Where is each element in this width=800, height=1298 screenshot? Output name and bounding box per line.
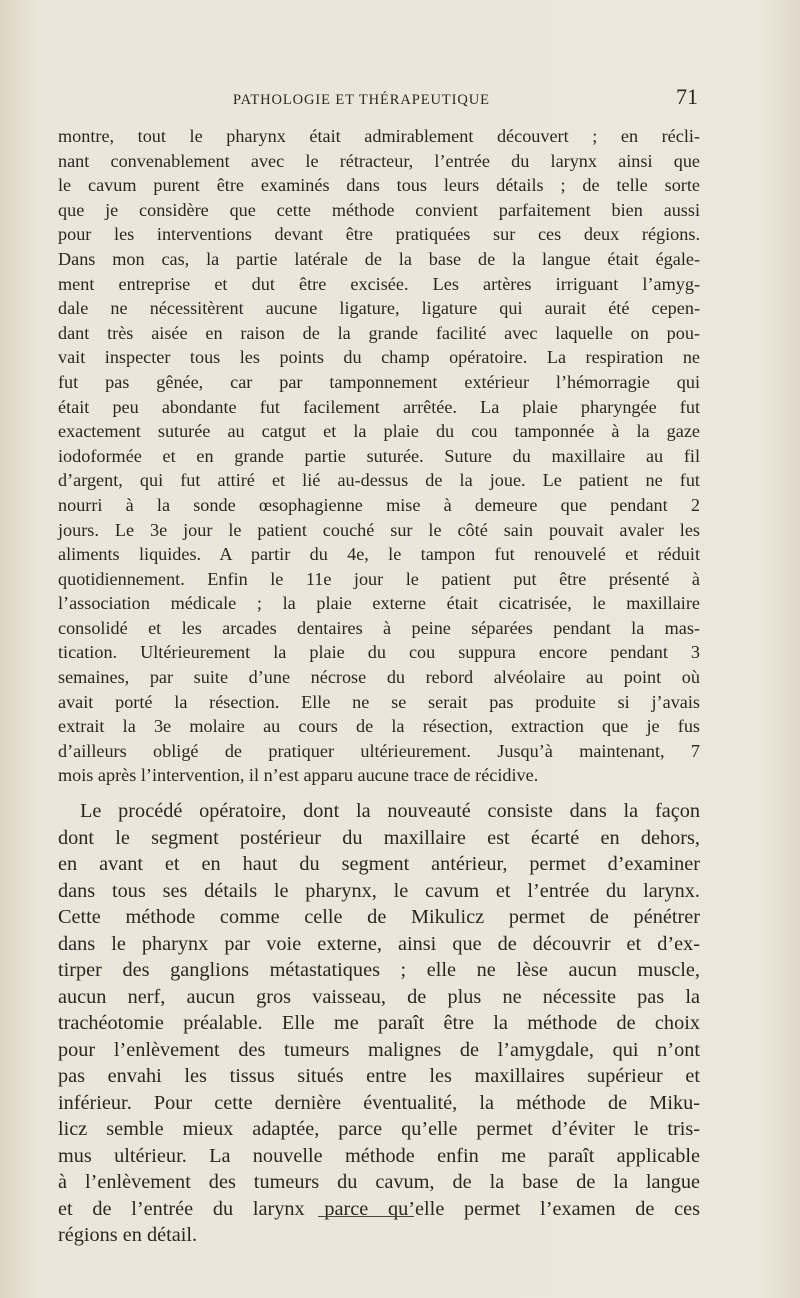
paragraph-continued — [58, 124, 700, 788]
text-line: licz semble mieux adaptée, parce qu’elle permet d’éviter le tris- — [58, 1118, 700, 1141]
text-line: montre, tout le pharynx était admirablement découvert ; en récli- — [58, 126, 700, 146]
text-line: semaines, par suite d’une nécrose du rebord alvéolaire au point où — [58, 667, 700, 688]
page-number: 71 — [676, 84, 698, 109]
text-line: mois après l’intervention, il n’est apparu aucune trace de récidive. — [58, 765, 539, 786]
text-line: dale ne nécessitèrent aucune ligature, ligature qui aurait été cepen- — [58, 298, 700, 319]
text-line: exactement suturée au catgut et la plaie du cou tamponnée à la gaze — [58, 421, 700, 442]
text-line: Le procédé opératoire, dont la nouveauté consiste dans la façon — [80, 800, 700, 823]
text-line: avait porté la résection. Elle ne se serait pas produite si j’avais — [58, 691, 700, 712]
text-line: extrait la 3e molaire au cours de la résection, extraction que je fus — [58, 716, 700, 737]
text-line: dant très aisée en raison de la grande facilité avec laquelle on pou- — [58, 322, 700, 343]
text-line: mus ultérieur. La nouvelle méthode enfin me paraît applicable — [58, 1144, 700, 1167]
text-line: nant convenablement avec le rétracteur, l’entrée du larynx ainsi que — [58, 150, 700, 171]
text-line: tirper des ganglions métastatiques ; elle ne lèse aucun muscle, — [58, 959, 700, 982]
text-line: trachéotomie préalable. Elle me paraît être la méthode de choix — [58, 1012, 700, 1035]
text-line: était peu abondante fut facilement arrêtée. La plaie pharyngée fut — [58, 396, 700, 417]
text-line: dans tous ses détails le pharynx, le cavum et l’entrée du larynx. — [58, 879, 700, 902]
text-line: nourri à la sonde œsophagienne mise à demeure que pendant 2 — [58, 494, 700, 515]
text-line: aucun nerf, aucun gros vaisseau, de plus ne nécessite pas la — [58, 985, 700, 1008]
text-line: le cavum purent être examinés dans tous leurs détails ; de telle sorte — [58, 175, 700, 196]
text-line: l’association médicale ; la plaie externe était cicatrisée, le maxillaire — [58, 593, 700, 614]
text-line: tication. Ultérieurement la plaie du cou suppura encore pendant 3 — [58, 642, 700, 663]
text-line: et de l’entrée du larynx parce qu’elle permet l’examen de ces — [58, 1197, 700, 1220]
text-line: Cette méthode comme celle de Mikulicz permet de pénétrer — [58, 906, 700, 929]
text-line: Dans mon cas, la partie latérale de la base de la langue était égale- — [58, 248, 700, 269]
text-line: dont le segment postérieur du maxillaire est écarté en dehors, — [58, 826, 700, 849]
text-line: pour l’enlèvement des tumeurs malignes de l’amygdale, qui n’ont — [58, 1038, 700, 1061]
paragraph-conclusion — [58, 798, 700, 1249]
text-line: inférieur. Pour cette dernière éventualité, la méthode de Miku- — [58, 1091, 700, 1114]
text-line: que je considère que cette méthode convient parfaitement bien aussi — [58, 199, 700, 220]
text-line: consolidé et les arcades dentaires à peine séparées pendant la mas- — [58, 617, 700, 638]
text-line: en avant et en haut du segment antérieur, permet d’examiner — [58, 853, 700, 876]
text-line: dans le pharynx par voie externe, ainsi que de découvrir et d’ex- — [58, 932, 700, 955]
text-line: quotidiennement. Enfin le 11e jour le patient put être présenté à — [58, 568, 700, 589]
text-line: pas envahi les tissus situés entre les maxillaires supérieur et — [58, 1065, 700, 1088]
text-line: à l’enlèvement des tumeurs du cavum, de la base de la langue — [58, 1171, 700, 1194]
page-header — [58, 84, 698, 114]
text-line: d’ailleurs obligé de pratiquer ultérieurement. Jusqu’à maintenant, 7 — [58, 740, 700, 761]
body-text — [58, 124, 700, 1249]
text-line: pour les interventions devant être pratiquées sur ces deux régions. — [58, 224, 700, 245]
text-line: ment entreprise et dut être excisée. Les artères irriguant l’amyg- — [58, 273, 700, 294]
text-line: aliments liquides. A partir du 4e, le tampon fut renouvelé et réduit — [58, 544, 700, 565]
text-line: d’argent, qui fut attiré et lié au-dessus de la joue. Le patient ne fut — [58, 470, 700, 491]
text-line: iodoformée et en grande partie suturée. Suture du maxillaire au fil — [58, 445, 700, 466]
closing-rule — [318, 1216, 414, 1217]
text-line: vait inspecter tous les points du champ opératoire. La respiration ne — [58, 347, 700, 368]
text-line: fut pas gênée, car par tamponnement extérieur l’hémorragie qui — [58, 371, 700, 392]
text-line: jours. Le 3e jour le patient couché sur le côté sain pouvait avaler les — [58, 519, 700, 540]
text-line: régions en détail. — [58, 1224, 198, 1247]
running-head: PATHOLOGIE ET THÉRAPEUTIQUE — [233, 92, 490, 108]
